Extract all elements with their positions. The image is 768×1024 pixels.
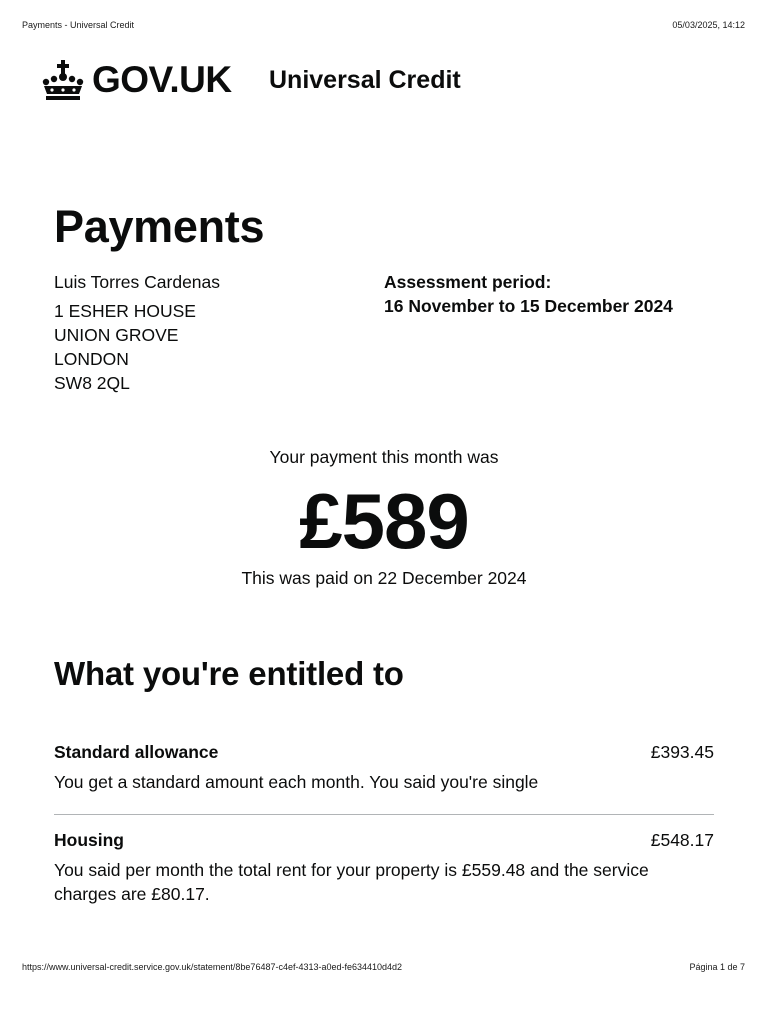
entitlement-amount: £393.45 bbox=[650, 742, 714, 762]
claimant-name: Luis Torres Cardenas bbox=[54, 272, 221, 292]
payment-date: This was paid on 22 December 2024 bbox=[241, 568, 527, 588]
payment-intro: Your payment this month was bbox=[269, 447, 499, 467]
govuk-logotype: GOV.UK bbox=[92, 59, 232, 100]
print-footer bbox=[22, 962, 745, 972]
entitlement-name: Housing bbox=[54, 830, 124, 850]
assessment-period bbox=[384, 270, 673, 318]
address-line: 1 ESHER HOUSE bbox=[54, 301, 196, 321]
print-page-title: Payments - Universal Credit bbox=[22, 20, 135, 30]
assessment-period-dates: 16 November to 15 December 2024 bbox=[384, 296, 673, 316]
entitlement-item bbox=[54, 740, 714, 794]
address-line: UNION GROVE bbox=[54, 325, 179, 345]
entitlement-item bbox=[54, 828, 714, 906]
assessment-period-label: Assessment period: bbox=[384, 272, 552, 292]
entitlement-amount: £548.17 bbox=[650, 830, 714, 850]
govuk-logo-link[interactable] bbox=[40, 58, 232, 102]
crown-icon bbox=[40, 58, 86, 102]
service-name[interactable]: Universal Credit bbox=[269, 66, 461, 94]
payment-amount: £589 bbox=[299, 477, 469, 565]
entitlement-name: Standard allowance bbox=[54, 742, 219, 762]
print-url: https://www.universal-credit.service.gov.uk/statement/8be76487-c4ef-4313-a0ed-fe634410d4d2 bbox=[22, 962, 403, 972]
claimant-address bbox=[54, 299, 220, 395]
entitlements-list bbox=[54, 740, 714, 906]
address-postcode: SW8 2QL bbox=[54, 373, 130, 393]
page-title: Payments bbox=[54, 201, 265, 252]
entitlement-description: You get a standard amount each month. You said you're single bbox=[54, 772, 539, 792]
print-header bbox=[22, 20, 745, 30]
print-page-number: Página 1 de 7 bbox=[689, 962, 745, 972]
claimant-details bbox=[54, 270, 220, 395]
print-timestamp: 05/03/2025, 14:12 bbox=[672, 20, 745, 30]
divider bbox=[54, 814, 714, 815]
entitlement-description: You said per month the total rent for your property is £559.48 and the service charges are £80.17. bbox=[54, 860, 649, 904]
entitlements-heading: What you're entitled to bbox=[54, 655, 404, 692]
address-line: LONDON bbox=[54, 349, 129, 369]
payment-summary bbox=[0, 445, 768, 590]
